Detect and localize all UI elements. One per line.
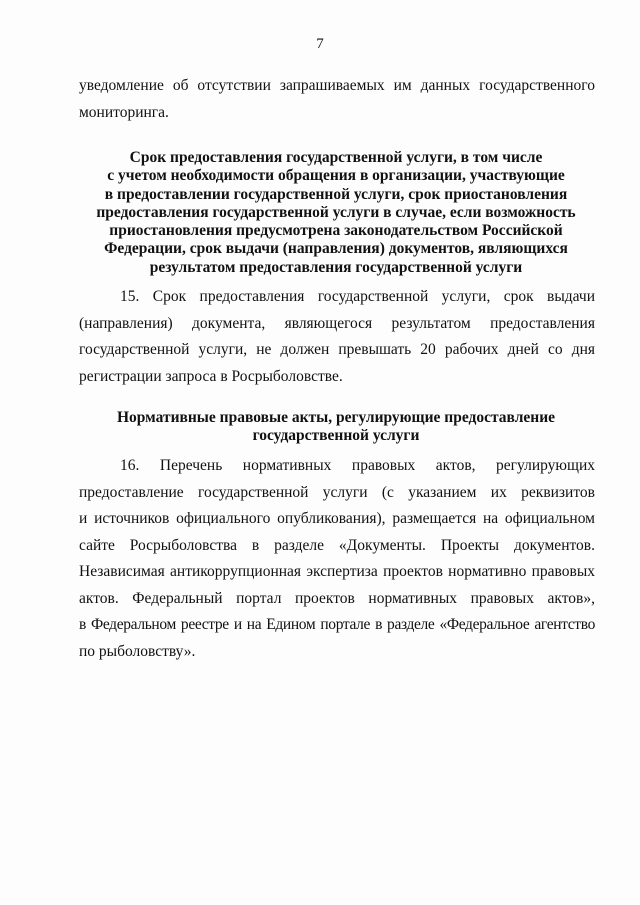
intro-paragraph — [79, 73, 595, 126]
heading-line: приостановления предусмотрена законодательством Российской — [109, 222, 563, 240]
heading-line: Нормативные правовые акты, регулирующие предоставление — [116, 409, 556, 426]
text-line: Независимая антикоррупционная экспертиза проектов нормативно правовых — [79, 563, 595, 580]
heading-line: предоставления государственной услуги в случае, если возможность — [96, 203, 576, 221]
text-line: в Федеральном реестре и на Едином портале в разделе «Федеральное агентство — [79, 616, 595, 633]
section-heading-service-term — [60, 149, 612, 277]
text-line: 16. Перечень нормативных правовых актов, регулирующих — [120, 457, 595, 474]
text-line: регистрации запроса в Росрыболовстве. — [79, 367, 343, 385]
heading-line: государственной услуги — [252, 427, 420, 445]
paragraph-16 — [79, 453, 595, 665]
text-line: предоставление государственной услуги (с указанием их реквизитов — [79, 483, 595, 501]
heading-line: с учетом необходимости обращения в организации, участвующие — [107, 167, 565, 185]
page-number: 7 — [316, 36, 324, 52]
text-line: по рыболовству». — [79, 642, 196, 660]
section-heading-legal-acts — [60, 409, 612, 446]
text-line: мониторинга. — [79, 103, 169, 121]
text-line: актов. Федеральный портал проектов нормативных правовых актов», — [79, 589, 595, 607]
heading-line: Федерации, срок выдачи (направления) документов, являющихся — [104, 240, 568, 258]
text-line: 15. Срок предоставления государственной услуги, срок выдачи — [120, 288, 595, 305]
text-line: уведомление об отсутствии запрашиваемых им данных государственного — [79, 77, 595, 94]
text-line: и источников официального опубликования), размещается на официальном — [79, 510, 595, 527]
paragraph-15 — [79, 284, 595, 390]
text-line: государственной услуги, не должен превышать 20 рабочих дней со дня — [79, 341, 595, 358]
heading-line: Срок предоставления государственной услуги, в том числе — [129, 149, 543, 166]
text-line: (направления) документа, являющегося результатом предоставления — [79, 314, 595, 332]
text-line: сайте Росрыболовства в разделе «Документы. Проекты документов. — [79, 536, 595, 554]
heading-line: результатом предоставления государственной услуги — [149, 258, 523, 276]
heading-line: в предоставлении государственной услуги, срок приостановления — [104, 185, 568, 203]
